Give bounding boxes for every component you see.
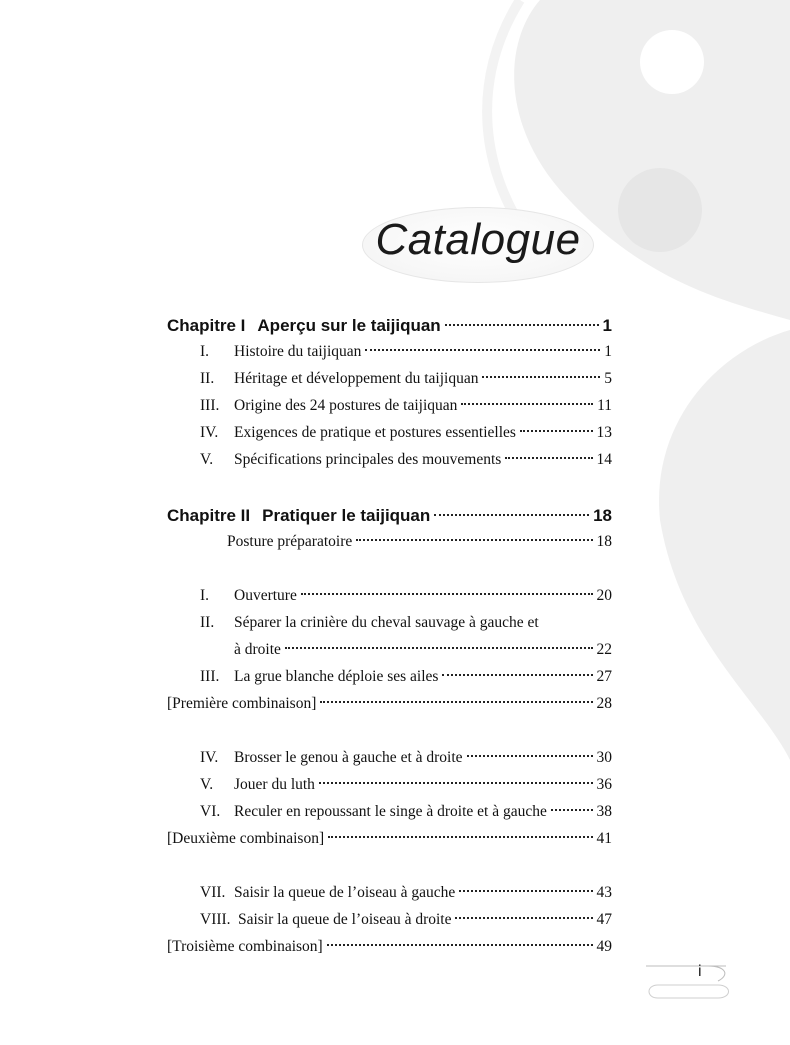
toc-combination[interactable] xyxy=(167,938,612,960)
entry-page: 13 xyxy=(596,424,612,441)
toc-combination[interactable] xyxy=(167,695,612,717)
toc-entry[interactable] xyxy=(200,397,612,419)
combination-text: [Première combinaison] xyxy=(167,695,317,712)
leader-dots xyxy=(455,917,592,919)
leader-dots xyxy=(301,593,593,595)
leader-dots xyxy=(328,836,592,838)
entry-number: IV. xyxy=(200,424,219,441)
entry-page: 41 xyxy=(596,830,612,847)
entry-page: 30 xyxy=(596,749,612,766)
toc-entry[interactable] xyxy=(227,533,612,555)
toc-combination[interactable] xyxy=(167,830,612,852)
entry-text: Origine des 24 postures de taijiquan xyxy=(234,397,458,414)
entry-text: Héritage et développement du taijiquan xyxy=(234,370,479,387)
leader-dots xyxy=(365,349,600,351)
entry-number: I. xyxy=(200,343,210,360)
entry-number: II. xyxy=(200,614,215,631)
leader-dots xyxy=(285,647,593,649)
entry-number: VIII. xyxy=(200,911,231,928)
toc-entry[interactable] xyxy=(200,451,612,473)
entry-text: Brosser le genou à gauche et à droite xyxy=(234,749,463,766)
entry-text-continued: à droite xyxy=(234,641,281,658)
leader-dots xyxy=(459,890,592,892)
page-number-tab xyxy=(646,963,736,1003)
toc-entry-continuation[interactable] xyxy=(234,641,612,663)
chapter-2-heading[interactable] xyxy=(167,506,612,528)
entry-page: 18 xyxy=(596,533,612,550)
leader-dots xyxy=(320,701,592,703)
toc-entry-wrapped[interactable] xyxy=(200,614,612,636)
entry-text: Saisir la queue de l’oiseau à gauche xyxy=(234,884,456,901)
entry-text: Reculer en repoussant le singe à droite et à gauche xyxy=(234,803,547,820)
entry-text: Jouer du luth xyxy=(234,776,315,793)
toc-entry[interactable] xyxy=(200,911,612,933)
entry-page: 38 xyxy=(596,803,612,820)
chapter-title: Pratiquer le taijiquan xyxy=(262,506,431,525)
leader-dots xyxy=(551,809,593,811)
entry-number: V. xyxy=(200,451,214,468)
page-tab-decoration xyxy=(646,963,736,1003)
leader-dots xyxy=(505,457,592,459)
entry-page: 43 xyxy=(596,884,612,901)
leader-dots xyxy=(520,430,593,432)
chapter-label: Chapitre I xyxy=(167,316,246,335)
chapter-label: Chapitre II xyxy=(167,506,251,525)
entry-page: 28 xyxy=(596,695,612,712)
entry-text: Spécifications principales des mouvements xyxy=(234,451,502,468)
entry-number: VII. xyxy=(200,884,226,901)
entry-page: 47 xyxy=(596,911,612,928)
entry-text: Saisir la queue de l’oiseau à droite xyxy=(238,911,452,928)
entry-page: 1 xyxy=(604,343,612,360)
toc-entry[interactable] xyxy=(200,370,612,392)
toc-entry[interactable] xyxy=(200,776,612,798)
entry-number: IV. xyxy=(200,749,219,766)
entry-text: Exigences de pratique et postures essentielles xyxy=(234,424,516,441)
entry-text: Histoire du taijiquan xyxy=(234,343,362,360)
entry-number: III. xyxy=(200,397,220,414)
toc-entry[interactable] xyxy=(200,884,612,906)
leader-dots xyxy=(461,403,593,405)
page-number: i xyxy=(698,963,702,980)
toc-entry[interactable] xyxy=(200,668,612,690)
entry-number: III. xyxy=(200,668,220,685)
entry-text: La grue blanche déploie ses ailes xyxy=(234,668,439,685)
entry-number: VI. xyxy=(200,803,221,820)
leader-dots xyxy=(482,376,600,378)
leader-dots xyxy=(445,324,599,326)
entry-page: 22 xyxy=(596,641,612,658)
entry-number: V. xyxy=(200,776,214,793)
toc-entry[interactable] xyxy=(200,343,612,365)
toc-entry[interactable] xyxy=(200,424,612,446)
leader-dots xyxy=(434,514,589,516)
entry-page: 27 xyxy=(596,668,612,685)
entry-page: 36 xyxy=(596,776,612,793)
chapter-1-heading[interactable] xyxy=(167,316,612,338)
entry-page: 20 xyxy=(596,587,612,604)
toc-entry[interactable] xyxy=(200,803,612,825)
entry-page: 11 xyxy=(597,397,612,414)
entry-number: I. xyxy=(200,587,210,604)
leader-dots xyxy=(442,674,592,676)
combination-text: [Deuxième combinaison] xyxy=(167,830,325,847)
entry-text: Séparer la crinière du cheval sauvage à gauche et xyxy=(234,614,539,631)
entry-text: Posture préparatoire xyxy=(227,533,353,550)
leader-dots xyxy=(319,782,593,784)
entry-page: 5 xyxy=(604,370,612,387)
combination-text: [Troisième combinaison] xyxy=(167,938,323,955)
entry-page: 14 xyxy=(596,451,612,468)
leader-dots xyxy=(327,944,593,946)
page-title: Catalogue xyxy=(375,215,581,264)
toc-entry[interactable] xyxy=(200,587,612,609)
entry-page: 49 xyxy=(596,938,612,955)
leader-dots xyxy=(467,755,593,757)
leader-dots xyxy=(356,539,592,541)
chapter-title: Aperçu sur le taijiquan xyxy=(257,316,441,335)
chapter-page: 1 xyxy=(602,316,612,335)
toc-entry[interactable] xyxy=(200,749,612,771)
entry-number: II. xyxy=(200,370,215,387)
entry-text: Ouverture xyxy=(234,587,297,604)
chapter-page: 18 xyxy=(593,506,612,525)
